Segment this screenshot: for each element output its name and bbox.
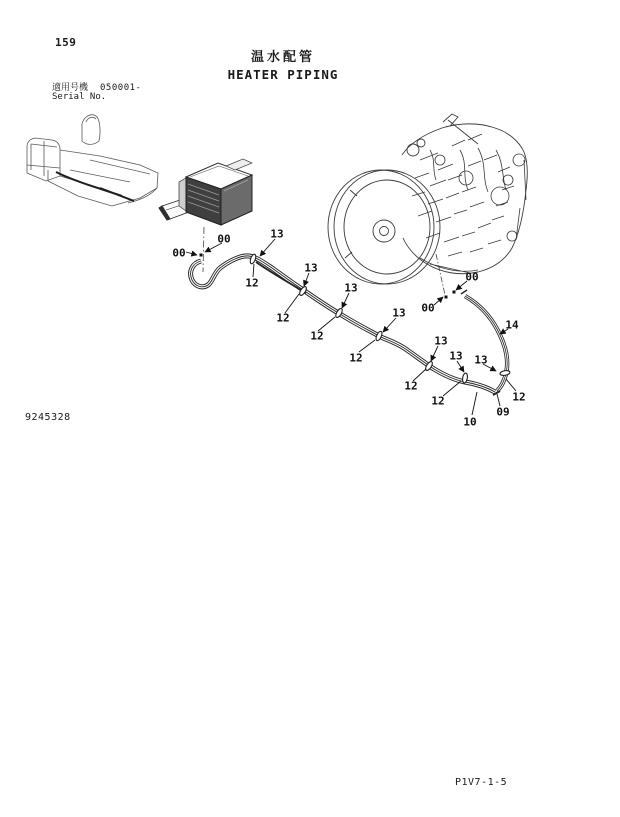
callout-label-10: 10 [463,415,477,429]
callout-label-12: 12 [276,311,290,325]
callout-label-13: 13 [270,227,284,241]
callout-label-12: 12 [349,351,363,365]
callout-label-13: 13 [474,353,488,367]
callout-label-13: 13 [304,261,318,275]
callout-label-00: 00 [217,232,231,246]
page-title-japanese: 温水配管 [250,50,315,65]
callout-label-00: 00 [172,246,186,260]
engine-centerline [436,254,445,295]
callout-label-12: 12 [310,329,324,343]
callout-label-14: 14 [505,318,519,332]
callout-label-13: 13 [434,334,448,348]
callout-label-12: 12 [404,379,418,393]
callout-label-09: 09 [496,405,510,419]
engine-hose-14 [461,290,507,395]
serial-label-japanese: 適用号機 [52,83,89,93]
callout-label-13: 13 [344,281,358,295]
drawing-number: 9245328 [25,412,71,423]
callout-label-12: 12 [431,394,445,408]
page-title-english: HEATER PIPING [227,66,339,82]
footer-page-code: P1V7-1-5 [455,777,508,788]
callout-label-12: 12 [512,390,526,404]
page-number: 159 [55,36,77,49]
callout-label-00: 00 [465,270,479,284]
heater-centerline [203,227,204,272]
callout-label-13: 13 [449,349,463,363]
engine-flywheel [328,170,440,284]
callout-label-12: 12 [245,276,259,290]
serial-label-english: Serial No. [52,92,107,103]
serial-value: 050001- [100,83,142,93]
engine [328,114,527,295]
heater-hose-bundle [191,256,495,392]
callout-label-13: 13 [392,306,406,320]
hose-dark-segment [256,262,306,293]
thumbnail-piping-route [56,172,134,201]
callout-label-00: 00 [421,301,435,315]
excavator-thumbnail [27,115,158,206]
heater-unit [159,159,252,272]
